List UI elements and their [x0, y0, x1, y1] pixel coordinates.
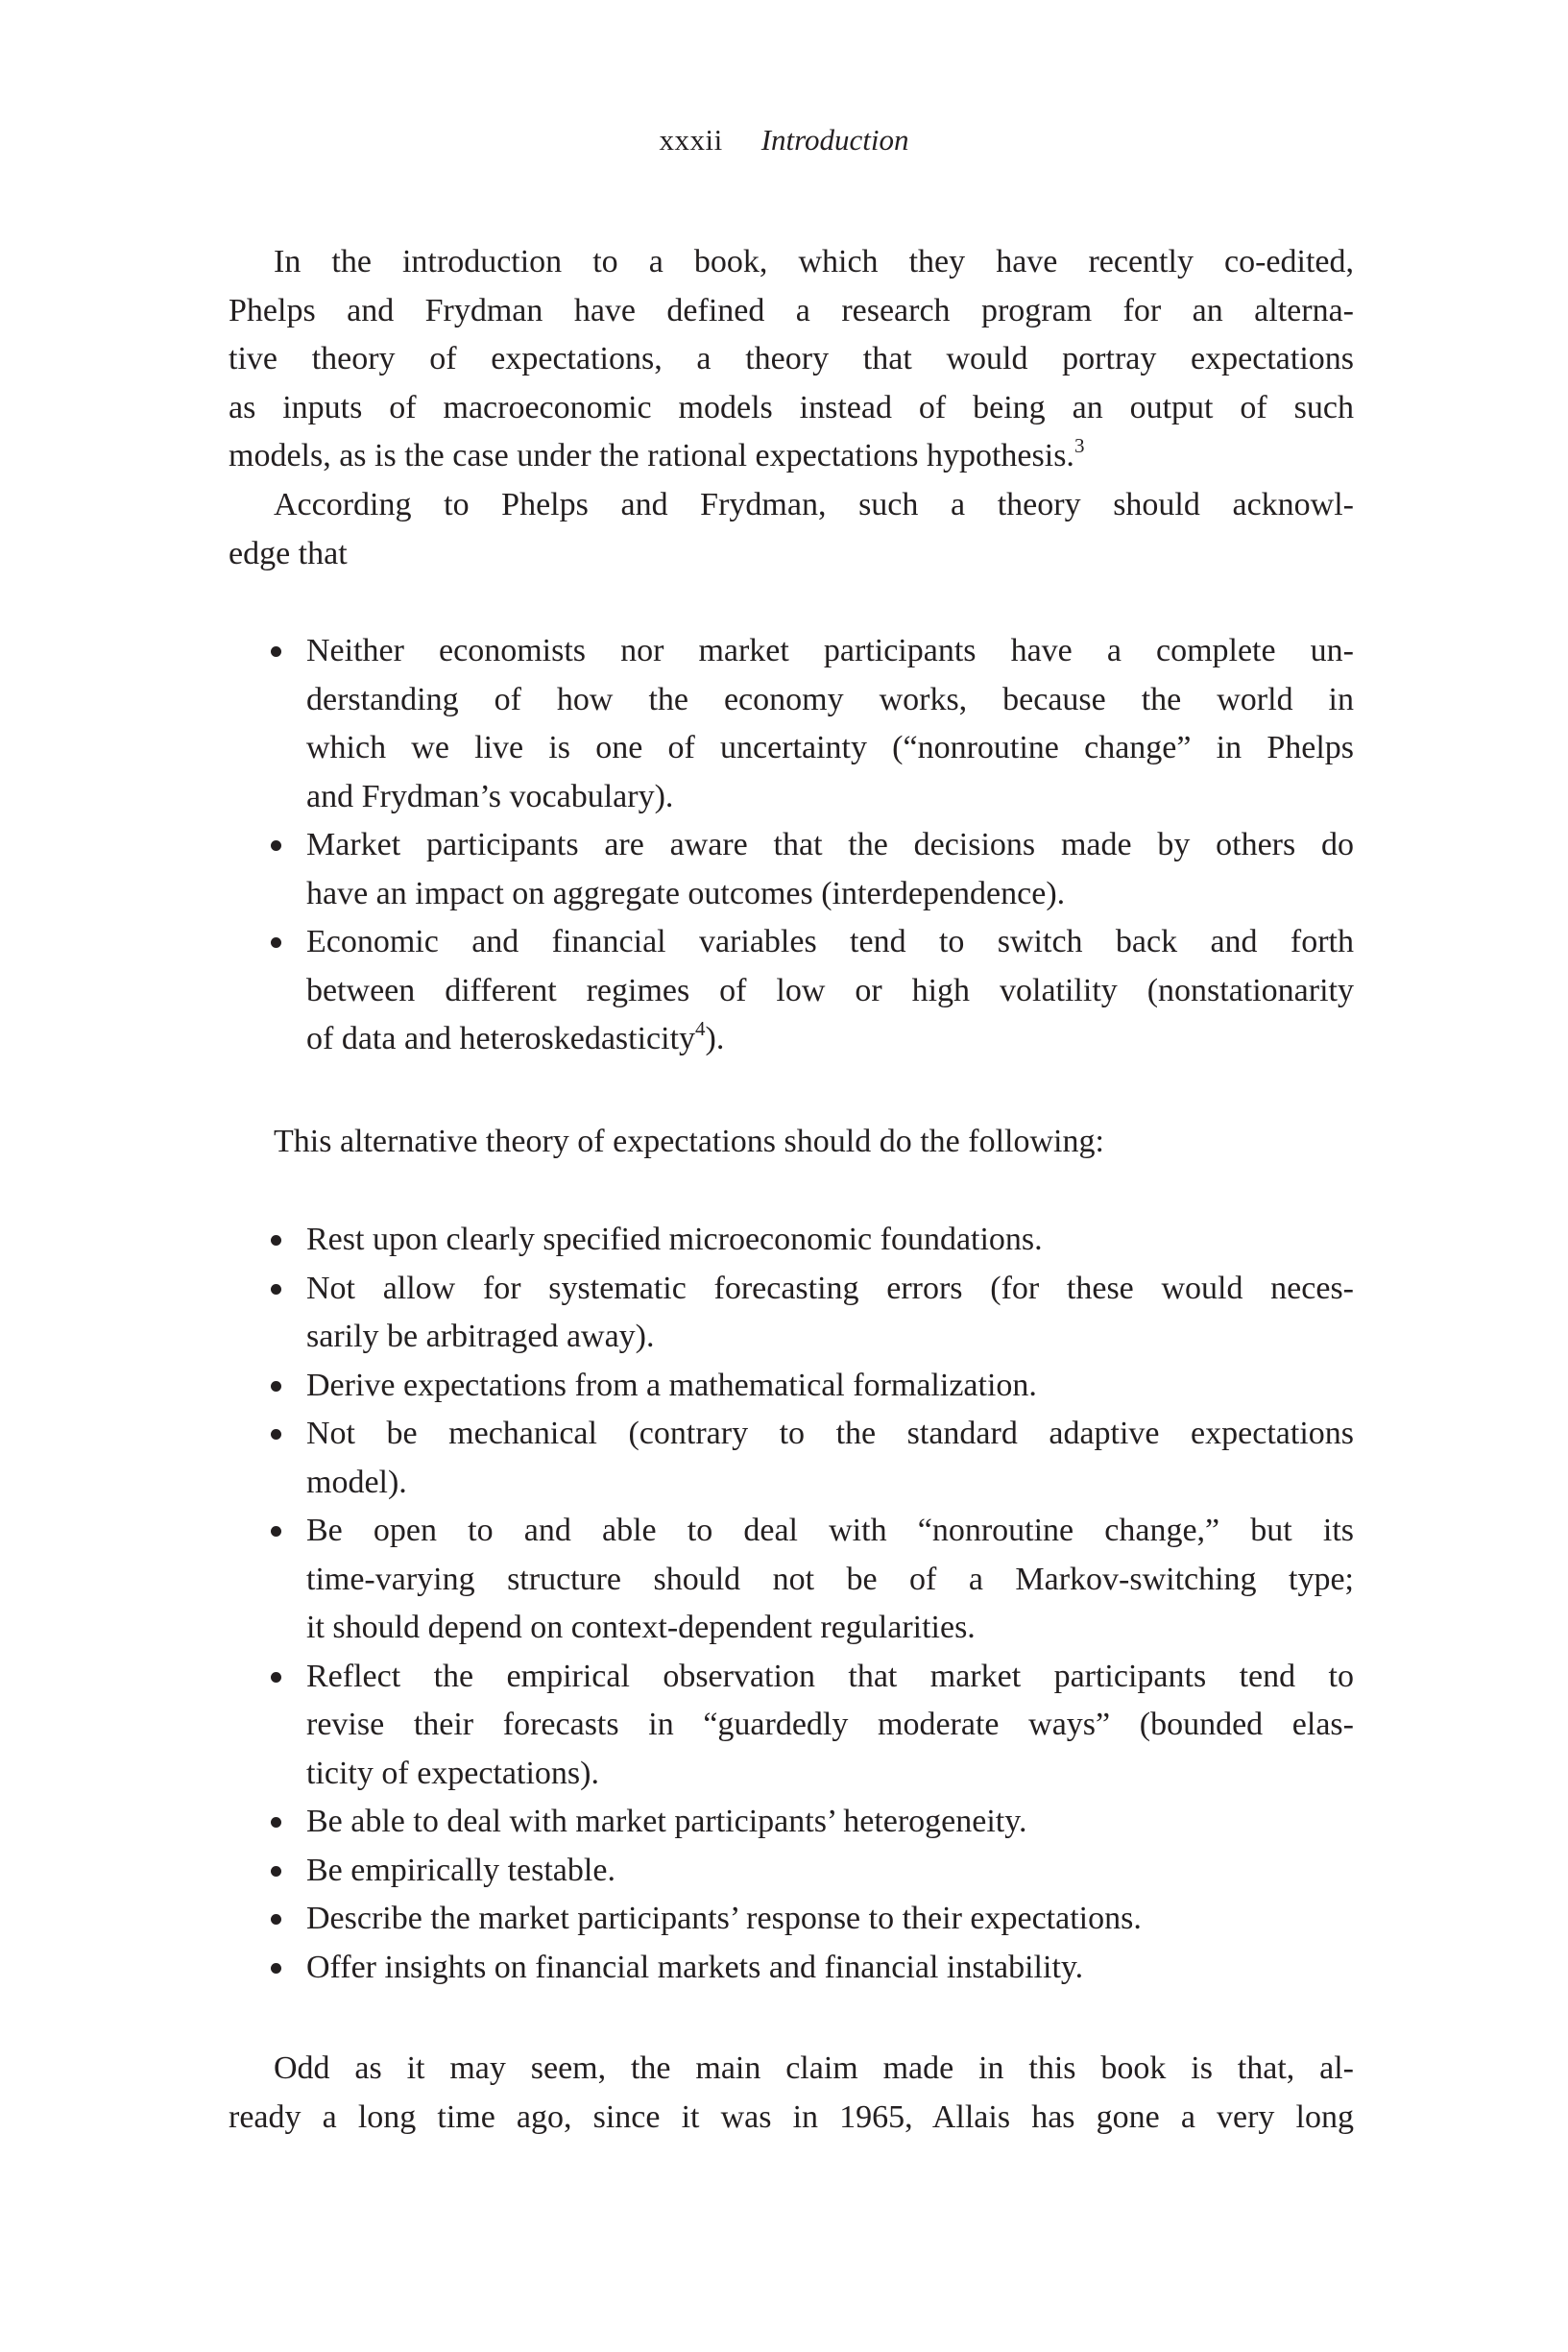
text-line: tive theory of expectations, a theory that would portray expectations — [229, 341, 1354, 376]
text-line: ticity of expectations). — [306, 1755, 599, 1791]
text-line — [306, 1015, 1354, 1064]
text-line: Odd as it may seem, the main claim made in this book is that, al- — [274, 2050, 1354, 2086]
text-line: it should depend on context-dependent regularities. — [306, 1610, 976, 1645]
text-line: revise their forecasts in “guardedly moderate ways” (bounded elas- — [306, 1707, 1354, 1742]
list-item — [229, 1216, 1354, 1265]
text-line: Derive expectations from a mathematical formalization. — [306, 1367, 1037, 1403]
list-item — [229, 1895, 1354, 1944]
text-line-tail: ). — [705, 1021, 725, 1056]
text-line: Rest upon clearly specified microeconomic foundations. — [306, 1222, 1043, 1257]
text-line: ready a long time ago, since it was in 1965, Allais has gone a very long — [229, 2098, 1354, 2135]
bullet-icon — [271, 1866, 281, 1877]
text-line: time-varying structure should not be of a Markov-switching type; — [306, 1561, 1354, 1597]
text-line: Be able to deal with market participants’ heterogeneity. — [306, 1804, 1027, 1839]
section-title: Introduction — [760, 123, 909, 157]
text-line — [229, 432, 1354, 481]
footnote-ref[interactable]: 4 — [695, 1017, 706, 1040]
text-line: This alternative theory of expectations should do the following: — [274, 1124, 1104, 1159]
list-item — [229, 918, 1354, 1064]
list-item — [229, 1798, 1354, 1847]
text-line: Economic and financial variables tend to switch back and forth — [306, 924, 1354, 959]
list-item — [229, 1653, 1354, 1799]
list-item — [229, 627, 1354, 821]
text-line: Be open to and able to deal with “nonroutine change,” but its — [306, 1513, 1354, 1548]
list-item — [229, 1944, 1354, 1993]
paragraph-acknowledge — [229, 481, 1354, 578]
bullet-icon — [271, 937, 281, 948]
text-line: In the introduction to a book, which they have recently co-edited, — [274, 244, 1354, 279]
text-line: between different regimes of low or high volatility (nonstationarity — [306, 972, 1354, 1008]
bullet-icon — [271, 646, 281, 657]
list-item — [229, 1507, 1354, 1653]
text-line: Not be mechanical (contrary to the standard adaptive expectations — [306, 1416, 1354, 1451]
text-line: and Frydman’s vocabulary). — [306, 778, 674, 814]
text-line: Be empirically testable. — [306, 1852, 615, 1888]
text-line: Describe the market participants’ response to their expectations. — [306, 1901, 1142, 1936]
bullet-icon — [271, 1672, 281, 1683]
text-line: Neither economists nor market participants have a complete un- — [306, 633, 1354, 668]
bullet-list-requirements — [229, 1216, 1354, 1992]
text-line: Market participants are aware that the decisions made by others do — [306, 827, 1354, 862]
paragraph-requirements-intro — [229, 1118, 1354, 1167]
list-item — [229, 821, 1354, 918]
text-line: Not allow for systematic forecasting errors (for these would neces- — [306, 1270, 1354, 1306]
running-header — [0, 121, 1568, 159]
paragraph-intro — [229, 238, 1354, 481]
bullet-icon — [271, 1429, 281, 1440]
list-item — [229, 1362, 1354, 1411]
text-line: Phelps and Frydman have defined a research program for an alterna- — [229, 292, 1354, 328]
text-line: have an impact on aggregate outcomes (interdependence). — [306, 875, 1066, 911]
text-line: which we live is one of uncertainty (“nonroutine change” in Phelps — [306, 730, 1354, 765]
bullet-icon — [271, 1963, 281, 1974]
text-line-content: models, as is the case under the rational expectations hypothesis. — [229, 438, 1074, 473]
text-line: Offer insights on financial markets and financial instability. — [306, 1949, 1084, 1985]
list-item — [229, 1410, 1354, 1507]
text-line: According to Phelps and Frydman, such a theory should acknowl- — [274, 487, 1354, 522]
text-line: edge that — [229, 535, 348, 571]
bullet-icon — [271, 1284, 281, 1295]
page-number: xxxii — [659, 123, 723, 157]
bullet-icon — [271, 1914, 281, 1925]
list-item — [229, 1847, 1354, 1896]
text-line: sarily be arbitraged away). — [306, 1319, 655, 1354]
list-item — [229, 1265, 1354, 1362]
bullet-icon — [271, 1381, 281, 1392]
text-line: model). — [306, 1464, 407, 1500]
text-line: as inputs of macroeconomic models instead of being an output of such — [229, 389, 1354, 425]
bullet-icon — [271, 1526, 281, 1537]
text-line: derstanding of how the economy works, because the world in — [306, 681, 1354, 717]
bullet-list-acknowledgements — [229, 627, 1354, 1064]
bullet-icon — [271, 1235, 281, 1246]
paragraph-main-claim — [229, 2045, 1354, 2142]
text-line-content: of data and heteroskedasticity — [306, 1021, 696, 1056]
text-line: Reflect the empirical observation that market participants tend to — [306, 1658, 1354, 1694]
bullet-icon — [271, 1817, 281, 1828]
footnote-ref[interactable]: 3 — [1073, 434, 1085, 457]
bullet-icon — [271, 840, 281, 851]
